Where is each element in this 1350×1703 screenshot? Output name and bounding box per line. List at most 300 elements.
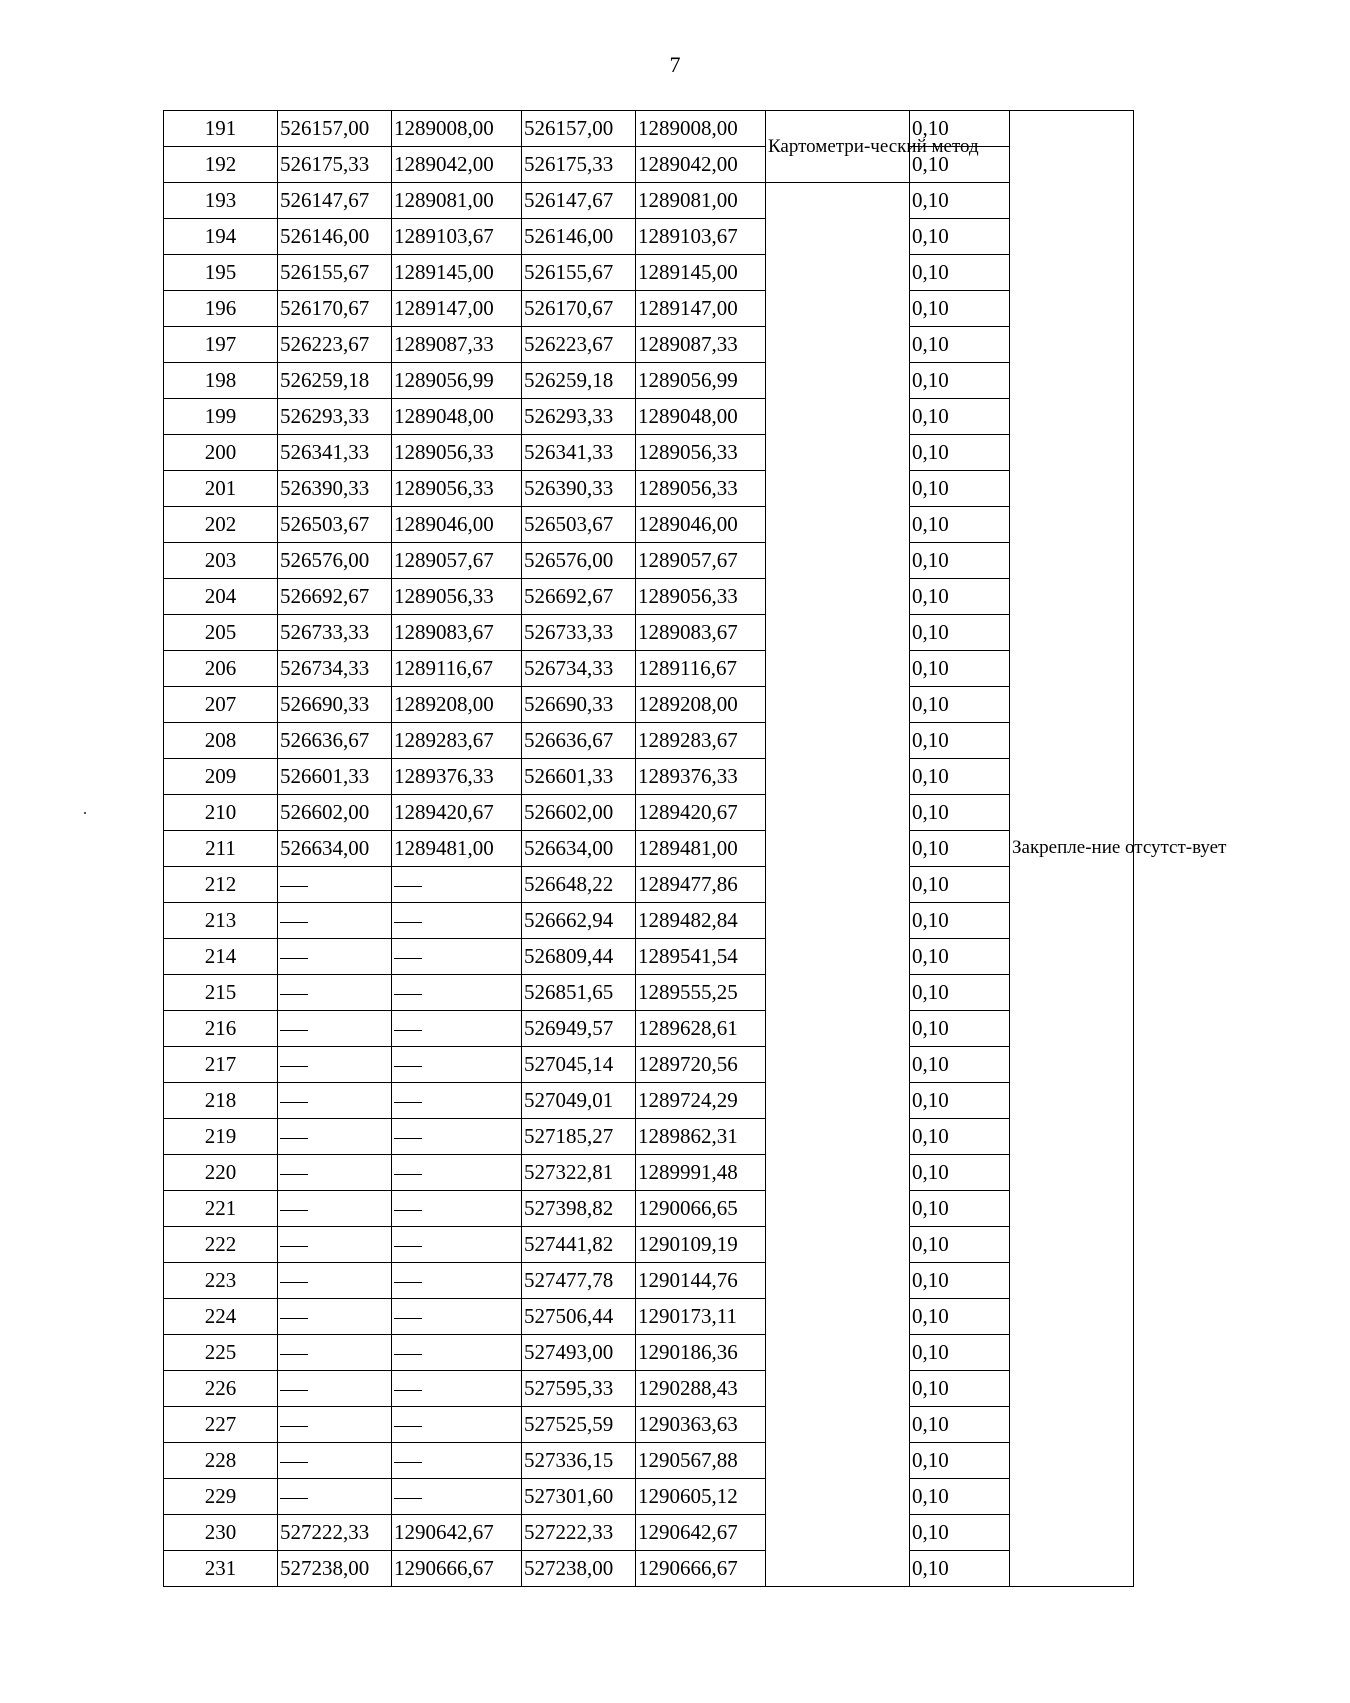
accuracy-cell: 0,10 (910, 1263, 1010, 1299)
accuracy-cell: 0,10 (910, 975, 1010, 1011)
new-x-cell: 526223,67 (522, 327, 636, 363)
table-row (164, 1443, 1134, 1479)
table-row (164, 975, 1134, 1011)
new-x-cell: 526175,33 (522, 147, 636, 183)
empty-coordinate-cell (278, 903, 392, 939)
new-x-cell: 527525,59 (522, 1407, 636, 1443)
table-row (164, 111, 1134, 147)
new-x-cell: 527506,44 (522, 1299, 636, 1335)
table-row (164, 687, 1134, 723)
table-row (164, 1407, 1134, 1443)
point-number-cell: 194 (164, 219, 278, 255)
new-y-cell: 1289283,67 (636, 723, 766, 759)
new-x-cell: 526662,94 (522, 903, 636, 939)
accuracy-cell: 0,10 (910, 1479, 1010, 1515)
accuracy-cell: 0,10 (910, 507, 1010, 543)
dash-mark (394, 1354, 422, 1355)
point-number-cell: 192 (164, 147, 278, 183)
accuracy-cell: 0,10 (910, 939, 1010, 975)
point-number-cell: 218 (164, 1083, 278, 1119)
new-y-cell: 1290363,63 (636, 1407, 766, 1443)
dash-mark (280, 1426, 308, 1427)
new-y-cell: 1290288,43 (636, 1371, 766, 1407)
point-number-cell: 225 (164, 1335, 278, 1371)
table-row (164, 867, 1134, 903)
new-x-cell: 527238,00 (522, 1551, 636, 1587)
dash-mark (394, 886, 422, 887)
point-number-cell: 193 (164, 183, 278, 219)
accuracy-cell: 0,10 (910, 1515, 1010, 1551)
empty-coordinate-cell (278, 1443, 392, 1479)
point-number-cell: 199 (164, 399, 278, 435)
old-x-cell: 526601,33 (278, 759, 392, 795)
empty-coordinate-cell (392, 1371, 522, 1407)
accuracy-cell: 0,10 (910, 867, 1010, 903)
new-x-cell: 527477,78 (522, 1263, 636, 1299)
table-row (164, 903, 1134, 939)
new-x-cell: 527398,82 (522, 1191, 636, 1227)
point-number-cell: 230 (164, 1515, 278, 1551)
accuracy-cell: 0,10 (910, 687, 1010, 723)
new-y-cell: 1289208,00 (636, 687, 766, 723)
point-number-cell: 210 (164, 795, 278, 831)
point-number-cell: 224 (164, 1299, 278, 1335)
empty-coordinate-cell (278, 1407, 392, 1443)
new-x-cell: 526690,33 (522, 687, 636, 723)
accuracy-cell: 0,10 (910, 1047, 1010, 1083)
old-x-cell: 526503,67 (278, 507, 392, 543)
point-number-cell: 221 (164, 1191, 278, 1227)
empty-coordinate-cell (392, 1479, 522, 1515)
empty-coordinate-cell (278, 1299, 392, 1335)
dash-mark (280, 1390, 308, 1391)
empty-coordinate-cell (392, 1443, 522, 1479)
scan-speck (84, 812, 86, 814)
table-row (164, 147, 1134, 183)
new-x-cell: 526949,57 (522, 1011, 636, 1047)
empty-coordinate-cell (392, 1191, 522, 1227)
table-row (164, 759, 1134, 795)
method-cell: Картометри-ческий метод (766, 111, 910, 183)
point-number-cell: 191 (164, 111, 278, 147)
empty-coordinate-cell (392, 1335, 522, 1371)
old-x-cell: 526293,33 (278, 399, 392, 435)
new-x-cell: 527049,01 (522, 1083, 636, 1119)
point-number-cell: 204 (164, 579, 278, 615)
fixing-cell: Закрепле-ние отсутст-вует (1010, 111, 1134, 1587)
old-x-cell: 526576,00 (278, 543, 392, 579)
new-x-cell: 526636,67 (522, 723, 636, 759)
new-x-cell: 526634,00 (522, 831, 636, 867)
table-row (164, 1155, 1134, 1191)
old-x-cell: 526690,33 (278, 687, 392, 723)
point-number-cell: 211 (164, 831, 278, 867)
old-x-cell: 526175,33 (278, 147, 392, 183)
old-y-cell: 1289147,00 (392, 291, 522, 327)
old-x-cell: 526634,00 (278, 831, 392, 867)
point-number-cell: 222 (164, 1227, 278, 1263)
table-row (164, 1047, 1134, 1083)
new-x-cell: 527045,14 (522, 1047, 636, 1083)
table-row (164, 1263, 1134, 1299)
new-x-cell: 527301,60 (522, 1479, 636, 1515)
point-number-cell: 228 (164, 1443, 278, 1479)
new-x-cell: 526648,22 (522, 867, 636, 903)
old-y-cell: 1289056,33 (392, 471, 522, 507)
point-number-cell: 215 (164, 975, 278, 1011)
dash-mark (394, 1318, 422, 1319)
table-row (164, 1479, 1134, 1515)
dash-mark (280, 1282, 308, 1283)
table-row (164, 255, 1134, 291)
new-x-cell: 526293,33 (522, 399, 636, 435)
table-row (164, 579, 1134, 615)
old-x-cell: 527222,33 (278, 1515, 392, 1551)
empty-coordinate-cell (278, 1263, 392, 1299)
old-y-cell: 1289046,00 (392, 507, 522, 543)
new-x-cell: 526692,67 (522, 579, 636, 615)
empty-coordinate-cell (278, 1479, 392, 1515)
old-x-cell: 526602,00 (278, 795, 392, 831)
old-x-cell: 526146,00 (278, 219, 392, 255)
table-row (164, 471, 1134, 507)
new-y-cell: 1290666,67 (636, 1551, 766, 1587)
table-row (164, 507, 1134, 543)
empty-coordinate-cell (278, 939, 392, 975)
dash-mark (280, 958, 308, 959)
point-number-cell: 202 (164, 507, 278, 543)
old-x-cell: 526341,33 (278, 435, 392, 471)
dash-mark (280, 922, 308, 923)
point-number-cell: 219 (164, 1119, 278, 1155)
point-number-cell: 229 (164, 1479, 278, 1515)
new-y-cell: 1289008,00 (636, 111, 766, 147)
old-x-cell: 526157,00 (278, 111, 392, 147)
dash-mark (394, 958, 422, 959)
dash-mark (280, 1030, 308, 1031)
accuracy-cell: 0,10 (910, 1551, 1010, 1587)
old-x-cell: 526259,18 (278, 363, 392, 399)
new-x-cell: 526147,67 (522, 183, 636, 219)
new-y-cell: 1289056,99 (636, 363, 766, 399)
empty-coordinate-cell (278, 1227, 392, 1263)
method-empty-cell (766, 183, 910, 1587)
empty-coordinate-cell (278, 1371, 392, 1407)
new-y-cell: 1290066,65 (636, 1191, 766, 1227)
point-number-cell: 226 (164, 1371, 278, 1407)
dash-mark (280, 1462, 308, 1463)
new-x-cell: 526259,18 (522, 363, 636, 399)
dash-mark (280, 994, 308, 995)
new-x-cell: 526601,33 (522, 759, 636, 795)
accuracy-cell: 0,10 (910, 399, 1010, 435)
new-x-cell: 527493,00 (522, 1335, 636, 1371)
old-y-cell: 1289145,00 (392, 255, 522, 291)
accuracy-cell: 0,10 (910, 1335, 1010, 1371)
new-x-cell: 527336,15 (522, 1443, 636, 1479)
new-y-cell: 1289477,86 (636, 867, 766, 903)
new-x-cell: 527595,33 (522, 1371, 636, 1407)
table-row (164, 399, 1134, 435)
coordinates-table-body (164, 111, 1227, 1587)
table-row (164, 1191, 1134, 1227)
accuracy-cell: 0,10 (910, 795, 1010, 831)
new-y-cell: 1289081,00 (636, 183, 766, 219)
dash-mark (280, 1318, 308, 1319)
point-number-cell: 200 (164, 435, 278, 471)
old-y-cell: 1290666,67 (392, 1551, 522, 1587)
dash-mark (280, 1138, 308, 1139)
dash-mark (280, 1210, 308, 1211)
point-number-cell: 217 (164, 1047, 278, 1083)
table-row (164, 1371, 1134, 1407)
empty-coordinate-cell (278, 1011, 392, 1047)
new-y-cell: 1289083,67 (636, 615, 766, 651)
dash-mark (394, 1282, 422, 1283)
empty-coordinate-cell (392, 1083, 522, 1119)
empty-coordinate-cell (392, 903, 522, 939)
new-y-cell: 1289046,00 (636, 507, 766, 543)
table-row (164, 1083, 1134, 1119)
old-x-cell: 526155,67 (278, 255, 392, 291)
dash-mark (280, 1102, 308, 1103)
new-x-cell: 526341,33 (522, 435, 636, 471)
dash-mark (280, 1174, 308, 1175)
empty-coordinate-cell (278, 1083, 392, 1119)
new-y-cell: 1289482,84 (636, 903, 766, 939)
dash-mark (280, 1354, 308, 1355)
accuracy-cell: 0,10 (910, 615, 1010, 651)
table-row (164, 939, 1134, 975)
new-x-cell: 526734,33 (522, 651, 636, 687)
table-row (164, 435, 1134, 471)
old-x-cell: 526170,67 (278, 291, 392, 327)
empty-coordinate-cell (278, 975, 392, 1011)
accuracy-cell: 0,10 (910, 147, 1010, 183)
dash-mark (394, 1498, 422, 1499)
new-x-cell: 527222,33 (522, 1515, 636, 1551)
table-row (164, 1119, 1134, 1155)
table-row (164, 1551, 1134, 1587)
dash-mark (280, 1066, 308, 1067)
old-y-cell: 1289083,67 (392, 615, 522, 651)
new-y-cell: 1290173,11 (636, 1299, 766, 1335)
old-y-cell: 1289103,67 (392, 219, 522, 255)
old-x-cell: 526636,67 (278, 723, 392, 759)
new-y-cell: 1290109,19 (636, 1227, 766, 1263)
point-number-cell: 206 (164, 651, 278, 687)
old-x-cell: 526390,33 (278, 471, 392, 507)
dash-mark (394, 1426, 422, 1427)
dash-mark (394, 1066, 422, 1067)
new-y-cell: 1290605,12 (636, 1479, 766, 1515)
empty-coordinate-cell (392, 1407, 522, 1443)
accuracy-cell: 0,10 (910, 1191, 1010, 1227)
table-row (164, 1227, 1134, 1263)
dash-mark (394, 1030, 422, 1031)
empty-coordinate-cell (278, 1119, 392, 1155)
new-x-cell: 526809,44 (522, 939, 636, 975)
new-y-cell: 1290642,67 (636, 1515, 766, 1551)
empty-coordinate-cell (392, 1263, 522, 1299)
accuracy-cell: 0,10 (910, 471, 1010, 507)
new-y-cell: 1289056,33 (636, 471, 766, 507)
empty-coordinate-cell (392, 1047, 522, 1083)
old-x-cell: 526733,33 (278, 615, 392, 651)
accuracy-cell: 0,10 (910, 435, 1010, 471)
point-number-cell: 209 (164, 759, 278, 795)
new-y-cell: 1289147,00 (636, 291, 766, 327)
old-y-cell: 1290642,67 (392, 1515, 522, 1551)
empty-coordinate-cell (392, 1155, 522, 1191)
new-y-cell: 1289720,56 (636, 1047, 766, 1083)
accuracy-cell: 0,10 (910, 219, 1010, 255)
coordinates-table (163, 110, 1227, 1587)
accuracy-cell: 0,10 (910, 183, 1010, 219)
accuracy-cell: 0,10 (910, 1119, 1010, 1155)
table-row (164, 543, 1134, 579)
new-y-cell: 1289862,31 (636, 1119, 766, 1155)
table-row (164, 1515, 1134, 1551)
point-number-cell: 201 (164, 471, 278, 507)
empty-coordinate-cell (392, 1011, 522, 1047)
new-y-cell: 1289420,67 (636, 795, 766, 831)
page-number: 7 (669, 52, 681, 77)
table-row (164, 1011, 1134, 1047)
table-row (164, 327, 1134, 363)
old-x-cell: 526734,33 (278, 651, 392, 687)
accuracy-cell: 0,10 (910, 111, 1010, 147)
point-number-cell: 208 (164, 723, 278, 759)
new-y-cell: 1289042,00 (636, 147, 766, 183)
dash-mark (394, 922, 422, 923)
table-row (164, 363, 1134, 399)
accuracy-cell: 0,10 (910, 1371, 1010, 1407)
accuracy-cell: 0,10 (910, 1227, 1010, 1263)
new-x-cell: 526157,00 (522, 111, 636, 147)
point-number-cell: 216 (164, 1011, 278, 1047)
old-y-cell: 1289042,00 (392, 147, 522, 183)
empty-coordinate-cell (278, 867, 392, 903)
old-y-cell: 1289008,00 (392, 111, 522, 147)
new-y-cell: 1289116,67 (636, 651, 766, 687)
empty-coordinate-cell (278, 1155, 392, 1191)
table-row (164, 1299, 1134, 1335)
point-number-cell: 203 (164, 543, 278, 579)
table-row (164, 1335, 1134, 1371)
new-y-cell: 1290186,36 (636, 1335, 766, 1371)
empty-coordinate-cell (392, 975, 522, 1011)
old-y-cell: 1289376,33 (392, 759, 522, 795)
new-x-cell: 526170,67 (522, 291, 636, 327)
table-row (164, 795, 1134, 831)
old-y-cell: 1289056,33 (392, 579, 522, 615)
new-y-cell: 1290144,76 (636, 1263, 766, 1299)
dash-mark (394, 1174, 422, 1175)
point-number-cell: 213 (164, 903, 278, 939)
new-y-cell: 1289555,25 (636, 975, 766, 1011)
accuracy-cell: 0,10 (910, 543, 1010, 579)
empty-coordinate-cell (278, 1191, 392, 1227)
point-number-cell: 196 (164, 291, 278, 327)
accuracy-cell: 0,10 (910, 651, 1010, 687)
accuracy-cell: 0,10 (910, 723, 1010, 759)
new-y-cell: 1290567,88 (636, 1443, 766, 1479)
point-number-cell: 205 (164, 615, 278, 651)
empty-coordinate-cell (392, 1227, 522, 1263)
old-x-cell: 526223,67 (278, 327, 392, 363)
empty-coordinate-cell (392, 1119, 522, 1155)
new-y-cell: 1289087,33 (636, 327, 766, 363)
new-y-cell: 1289376,33 (636, 759, 766, 795)
empty-coordinate-cell (278, 1335, 392, 1371)
old-y-cell: 1289420,67 (392, 795, 522, 831)
old-y-cell: 1289056,33 (392, 435, 522, 471)
accuracy-cell: 0,10 (910, 1407, 1010, 1443)
new-x-cell: 526503,67 (522, 507, 636, 543)
point-number-cell: 198 (164, 363, 278, 399)
dash-mark (394, 1390, 422, 1391)
old-y-cell: 1289283,67 (392, 723, 522, 759)
point-number-cell: 212 (164, 867, 278, 903)
old-y-cell: 1289056,99 (392, 363, 522, 399)
new-x-cell: 526733,33 (522, 615, 636, 651)
new-x-cell: 526602,00 (522, 795, 636, 831)
dash-mark (394, 1462, 422, 1463)
accuracy-cell: 0,10 (910, 759, 1010, 795)
accuracy-cell: 0,10 (910, 1299, 1010, 1335)
old-x-cell: 527238,00 (278, 1551, 392, 1587)
new-x-cell: 527441,82 (522, 1227, 636, 1263)
new-x-cell: 527322,81 (522, 1155, 636, 1191)
empty-coordinate-cell (392, 867, 522, 903)
new-x-cell: 526576,00 (522, 543, 636, 579)
old-y-cell: 1289048,00 (392, 399, 522, 435)
new-x-cell: 526851,65 (522, 975, 636, 1011)
old-y-cell: 1289116,67 (392, 651, 522, 687)
accuracy-cell: 0,10 (910, 1155, 1010, 1191)
table-row (164, 615, 1134, 651)
empty-coordinate-cell (392, 939, 522, 975)
empty-coordinate-cell (278, 1047, 392, 1083)
new-y-cell: 1289103,67 (636, 219, 766, 255)
table-row (164, 723, 1134, 759)
old-x-cell: 526147,67 (278, 183, 392, 219)
dash-mark (280, 886, 308, 887)
old-x-cell: 526692,67 (278, 579, 392, 615)
dash-mark (394, 1102, 422, 1103)
new-y-cell: 1289991,48 (636, 1155, 766, 1191)
table-row (164, 291, 1134, 327)
empty-coordinate-cell (392, 1299, 522, 1335)
new-y-cell: 1289541,54 (636, 939, 766, 975)
new-y-cell: 1289056,33 (636, 579, 766, 615)
accuracy-cell: 0,10 (910, 291, 1010, 327)
dash-mark (394, 994, 422, 995)
new-x-cell: 527185,27 (522, 1119, 636, 1155)
point-number-cell: 214 (164, 939, 278, 975)
point-number-cell: 195 (164, 255, 278, 291)
new-y-cell: 1289628,61 (636, 1011, 766, 1047)
dash-mark (280, 1498, 308, 1499)
accuracy-cell: 0,10 (910, 903, 1010, 939)
dash-mark (394, 1138, 422, 1139)
new-y-cell: 1289048,00 (636, 399, 766, 435)
accuracy-cell: 0,10 (910, 363, 1010, 399)
new-y-cell: 1289145,00 (636, 255, 766, 291)
point-number-cell: 227 (164, 1407, 278, 1443)
point-number-cell: 223 (164, 1263, 278, 1299)
